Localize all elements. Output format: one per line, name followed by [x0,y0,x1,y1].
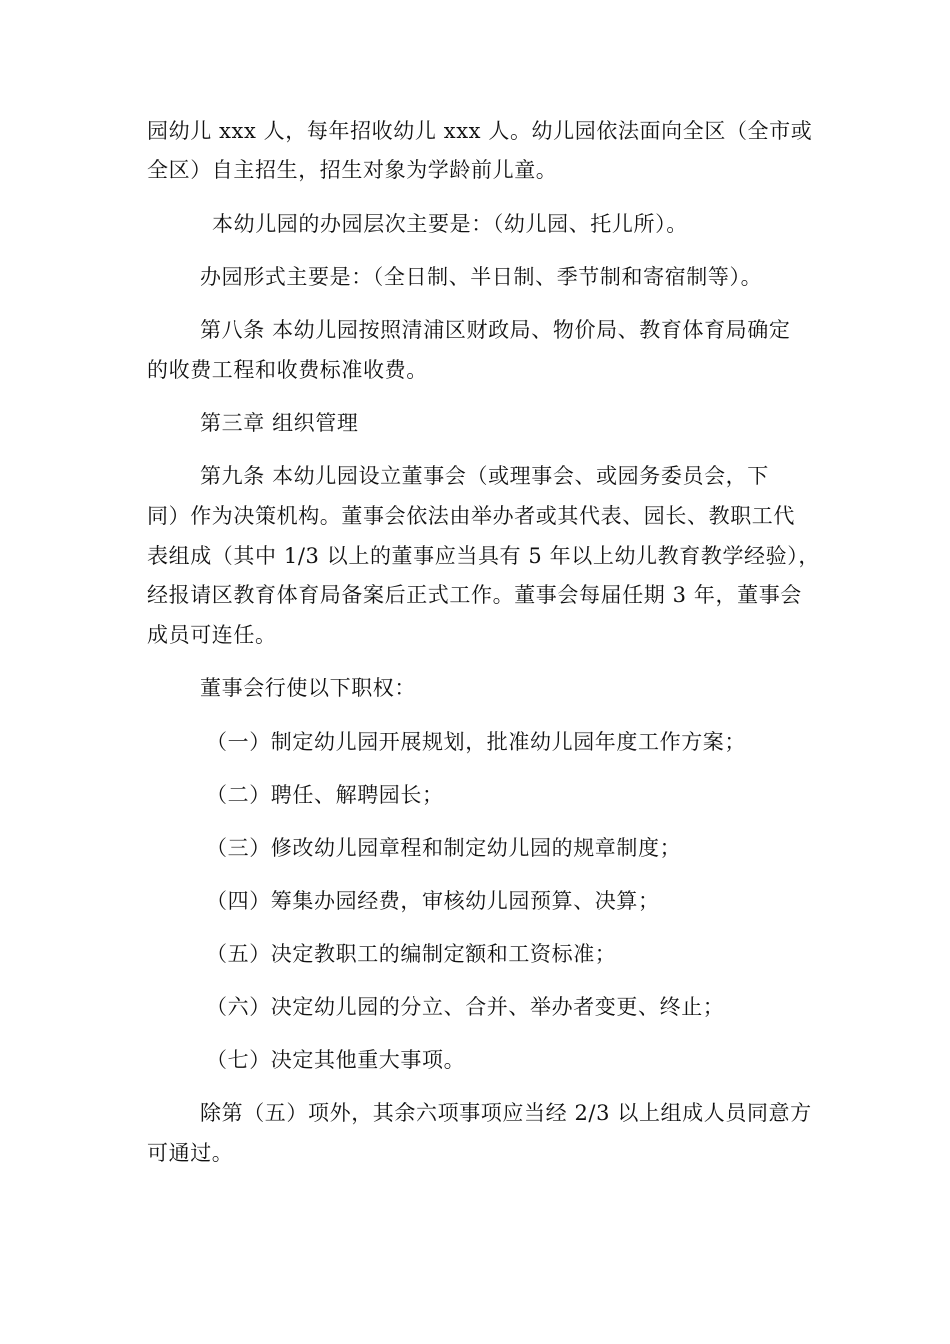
paragraph-line: 经报请区教育体育局备案后正式工作。董事会每届任期 3 年，董事会 [147,583,802,607]
paragraph-line: 同）作为决策机构。董事会依法由举办者或其代表、园长、教职工代 [147,504,795,528]
list-item: （一）制定幼儿园开展规划，批准幼儿园年度工作方案； [206,730,746,754]
paragraph-line: 董事会行使以下职权： [200,676,416,700]
paragraph-line: 表组成（其中 1/3 以上的董事应当具有 5 年以上幼儿教育教学经验）， [147,544,820,568]
article-8-heading: 第八条 本幼儿园按照清浦区财政局、物价局、教育体育局确定 [200,318,791,342]
paragraph-line: 除第（五）项外，其余六项事项应当经 2/3 以上组成人员同意方 [200,1101,812,1125]
list-item: （三）修改幼儿园章程和制定幼儿园的规章制度； [206,836,682,860]
list-item: （七）决定其他重大事项。 [206,1048,466,1072]
list-item: （四）筹集办园经费，审核幼儿园预算、决算； [206,889,660,913]
paragraph-line: 可通过。 [147,1141,234,1165]
paragraph-line: 全区）自主招生，招生对象为学龄前儿童。 [147,158,558,182]
article-9-heading: 第九条 本幼儿园设立董事会（或理事会、或园务委员会，下 [200,464,769,488]
chapter-3-heading: 第三章 组织管理 [200,411,359,435]
paragraph-line: 园幼儿 xxx 人，每年招收幼儿 xxx 人。幼儿园依法面向全区（全市或 [147,119,813,143]
list-item: （二）聘任、解聘园长； [206,783,444,807]
paragraph-line: 成员可连任。 [147,623,277,647]
paragraph-line: 办园形式主要是：（全日制、半日制、季节制和寄宿制等）。 [200,265,763,289]
paragraph-line: 的收费工程和收费标准收费。 [147,358,428,382]
list-item: （六）决定幼儿园的分立、合并、举办者变更、终止； [206,995,725,1019]
paragraph-line: 本幼儿园的办园层次主要是：（幼儿园、托儿所）。 [212,212,688,236]
list-item: （五）决定教职工的编制定额和工资标准； [206,942,617,966]
